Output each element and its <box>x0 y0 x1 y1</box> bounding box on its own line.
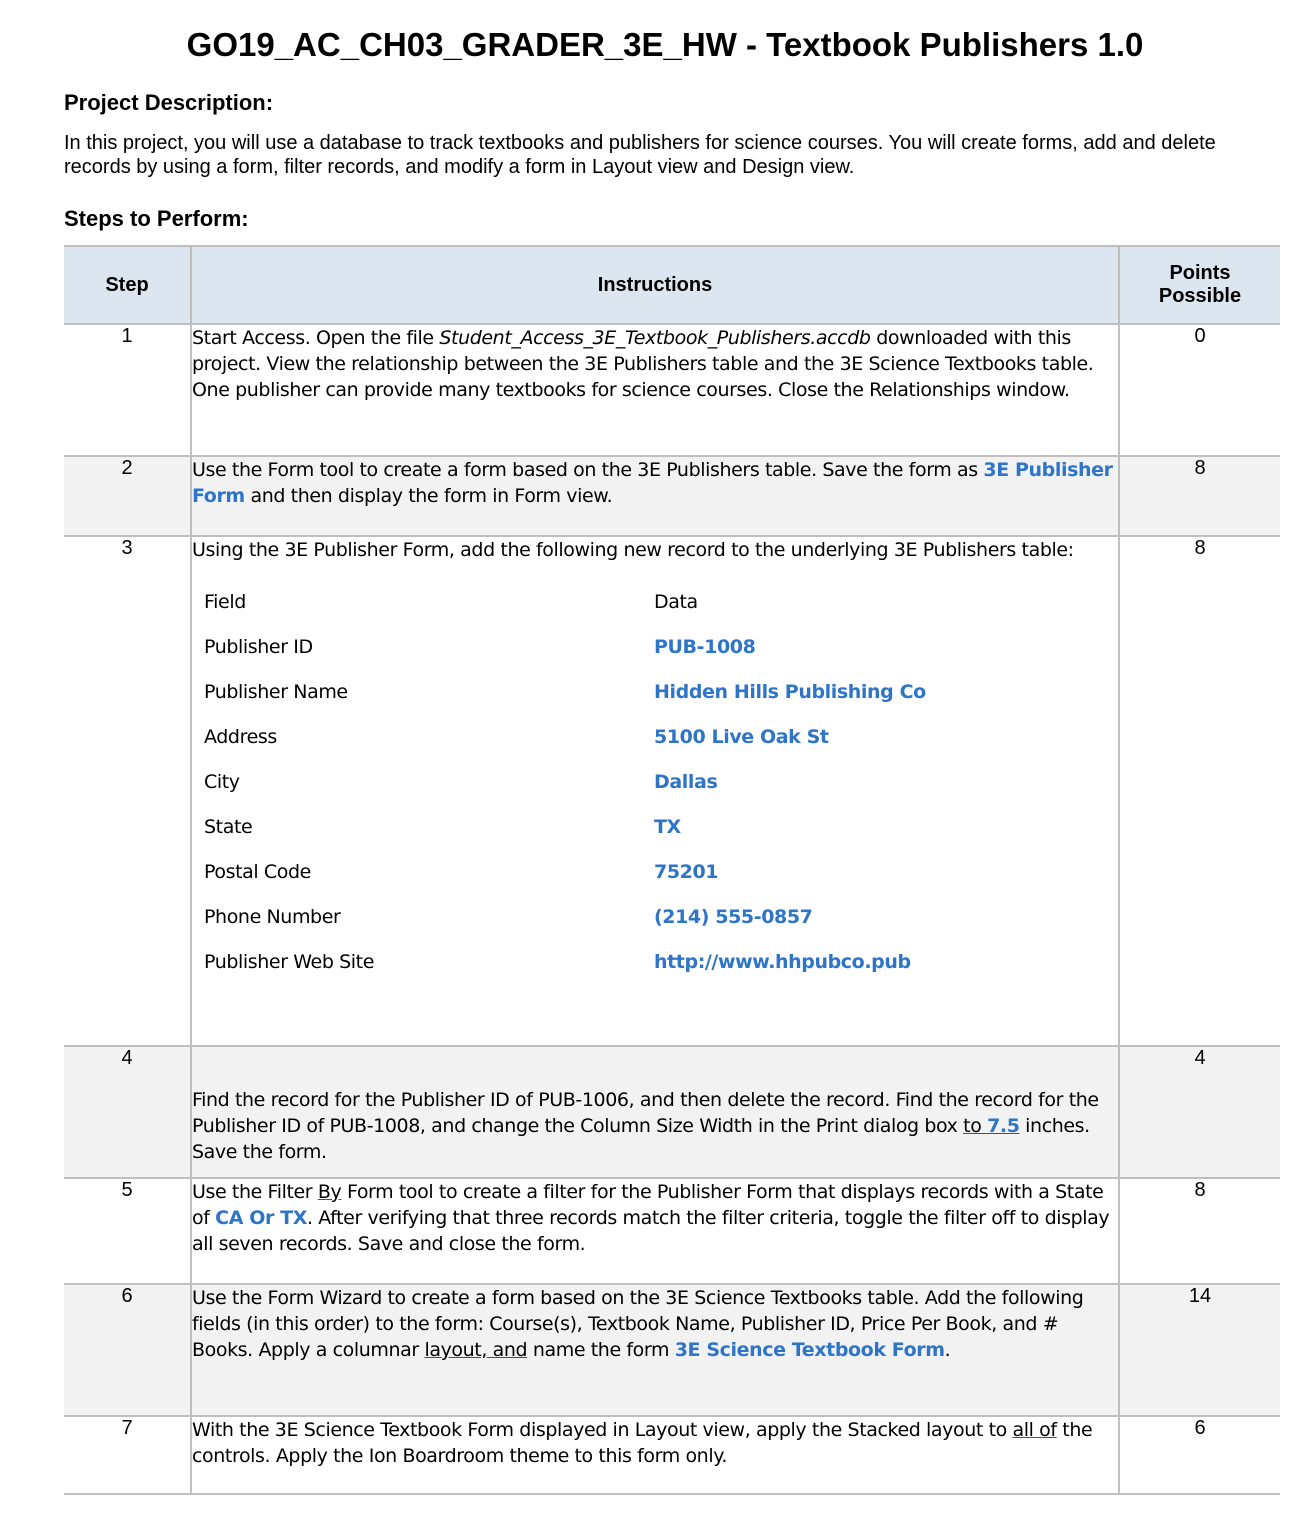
step-instructions: Using the 3E Publisher Form, add the following new record to the underlying 3E Publishers table: Field Data Publisher ID PUB-1008 Publisher Name Hidden Hills Publishing Co Address 5100 Live Oak St City Dallas State TX Postal Code 75201 Phone Number (214) 555-0857 Publisher Web Site http://www.hhpubco.pub <box>191 536 1119 1046</box>
highlight-text: 3E Science Textbook Form <box>674 1339 945 1361</box>
record-row: Publisher Name Hidden Hills Publishing Co <box>204 681 926 703</box>
table-row <box>64 324 1280 456</box>
step-points: 0 <box>1119 324 1280 456</box>
step-points: 14 <box>1119 1284 1280 1416</box>
step-points: 8 <box>1119 1178 1280 1284</box>
record-row: State TX <box>204 816 681 838</box>
table-row <box>64 1416 1280 1494</box>
record-row: Publisher Web Site http://www.hhpubco.pub <box>204 951 911 973</box>
step-instructions: Use the Filter By Form tool to create a filter for the Publisher Form that displays records with a State of CA Or TX. After verifying that three records match the filter criteria, toggle the filter off to display all seven records. Save and close the form. <box>191 1178 1119 1284</box>
steps-heading: Steps to Perform: <box>64 206 249 231</box>
step-instructions: Find the record for the Publisher ID of PUB-1006, and then delete the record. Find the record for the Publisher ID of PUB-1008, and change the Column Size Width in the Print dialog box to 7.5 inches. Save the form. <box>191 1046 1119 1178</box>
table-row <box>64 1284 1280 1416</box>
step-number: 5 <box>64 1178 191 1284</box>
table-row <box>64 536 1280 1046</box>
steps-table <box>64 245 1280 1495</box>
table-row <box>64 1178 1280 1284</box>
step-points: 8 <box>1119 536 1280 1046</box>
step-number: 4 <box>64 1046 191 1178</box>
highlight-text: CA Or TX <box>215 1207 307 1229</box>
document-title: GO19_AC_CH03_GRADER_3E_HW - Textbook Publishers 1.0 <box>186 26 1144 63</box>
record-row: Phone Number (214) 555-0857 <box>204 906 813 928</box>
step-number: 1 <box>64 324 191 456</box>
record-row: City Dallas <box>204 771 718 793</box>
header-instructions: Instructions <box>191 246 1119 324</box>
step-points: 6 <box>1119 1416 1280 1494</box>
table-row <box>64 1046 1280 1178</box>
step-number: 2 <box>64 456 191 536</box>
step-number: 6 <box>64 1284 191 1416</box>
record-row: Address 5100 Live Oak St <box>204 726 829 748</box>
header-points-line1: Points <box>1169 262 1231 284</box>
step-number: 7 <box>64 1416 191 1494</box>
step-instructions: Use the Form tool to create a form based on the 3E Publishers table. Save the form as 3E Publisher Form and then display the form in Form view. <box>191 456 1119 536</box>
step-instructions: With the 3E Science Textbook Form displayed in Layout view, apply the Stacked layout to all of the controls. Apply the Ion Boardroom theme to this form only. <box>191 1416 1119 1494</box>
step-instructions: Use the Form Wizard to create a form based on the 3E Science Textbooks table. Add the following fields (in this order) to the form: Course(s), Textbook Name, Publisher ID, Price Per Book, and # Books. Apply a columnar layout, and name the form 3E Science Textbook Form. <box>191 1284 1119 1416</box>
highlight-text: 7.5 <box>987 1115 1020 1137</box>
step-points: 4 <box>1119 1046 1280 1178</box>
record-row: Postal Code 75201 <box>204 861 719 883</box>
step-points: 8 <box>1119 456 1280 536</box>
header-step: Step <box>64 246 191 324</box>
project-description: In this project, you will use a database to track textbooks and publishers for science courses. You will create forms, add and delete records by using a form, filter records, and modify a form in Layout view and Design view. <box>64 132 1216 178</box>
header-points <box>1119 246 1280 324</box>
record-table <box>192 589 1118 994</box>
project-description-heading: Project Description: <box>64 90 274 115</box>
steps-table-header <box>64 246 1280 324</box>
step-instructions: Start Access. Open the file Student_Access_3E_Textbook_Publishers.accdb downloaded with this project. View the relationship between the 3E Publishers table and the 3E Science Textbooks table. One publisher can provide many textbooks for science courses. Close the Relationships window. <box>191 324 1119 456</box>
table-row <box>64 456 1280 536</box>
step-number: 3 <box>64 536 191 1046</box>
record-row: Publisher ID PUB-1008 <box>204 636 756 658</box>
highlight-text: 3E Publisher Form <box>192 459 1113 507</box>
header-points-line2: Possible <box>1158 285 1242 307</box>
record-header-row: Field Data <box>204 591 698 613</box>
file-name: Student_Access_3E_Textbook_Publishers.accdb <box>439 327 871 349</box>
